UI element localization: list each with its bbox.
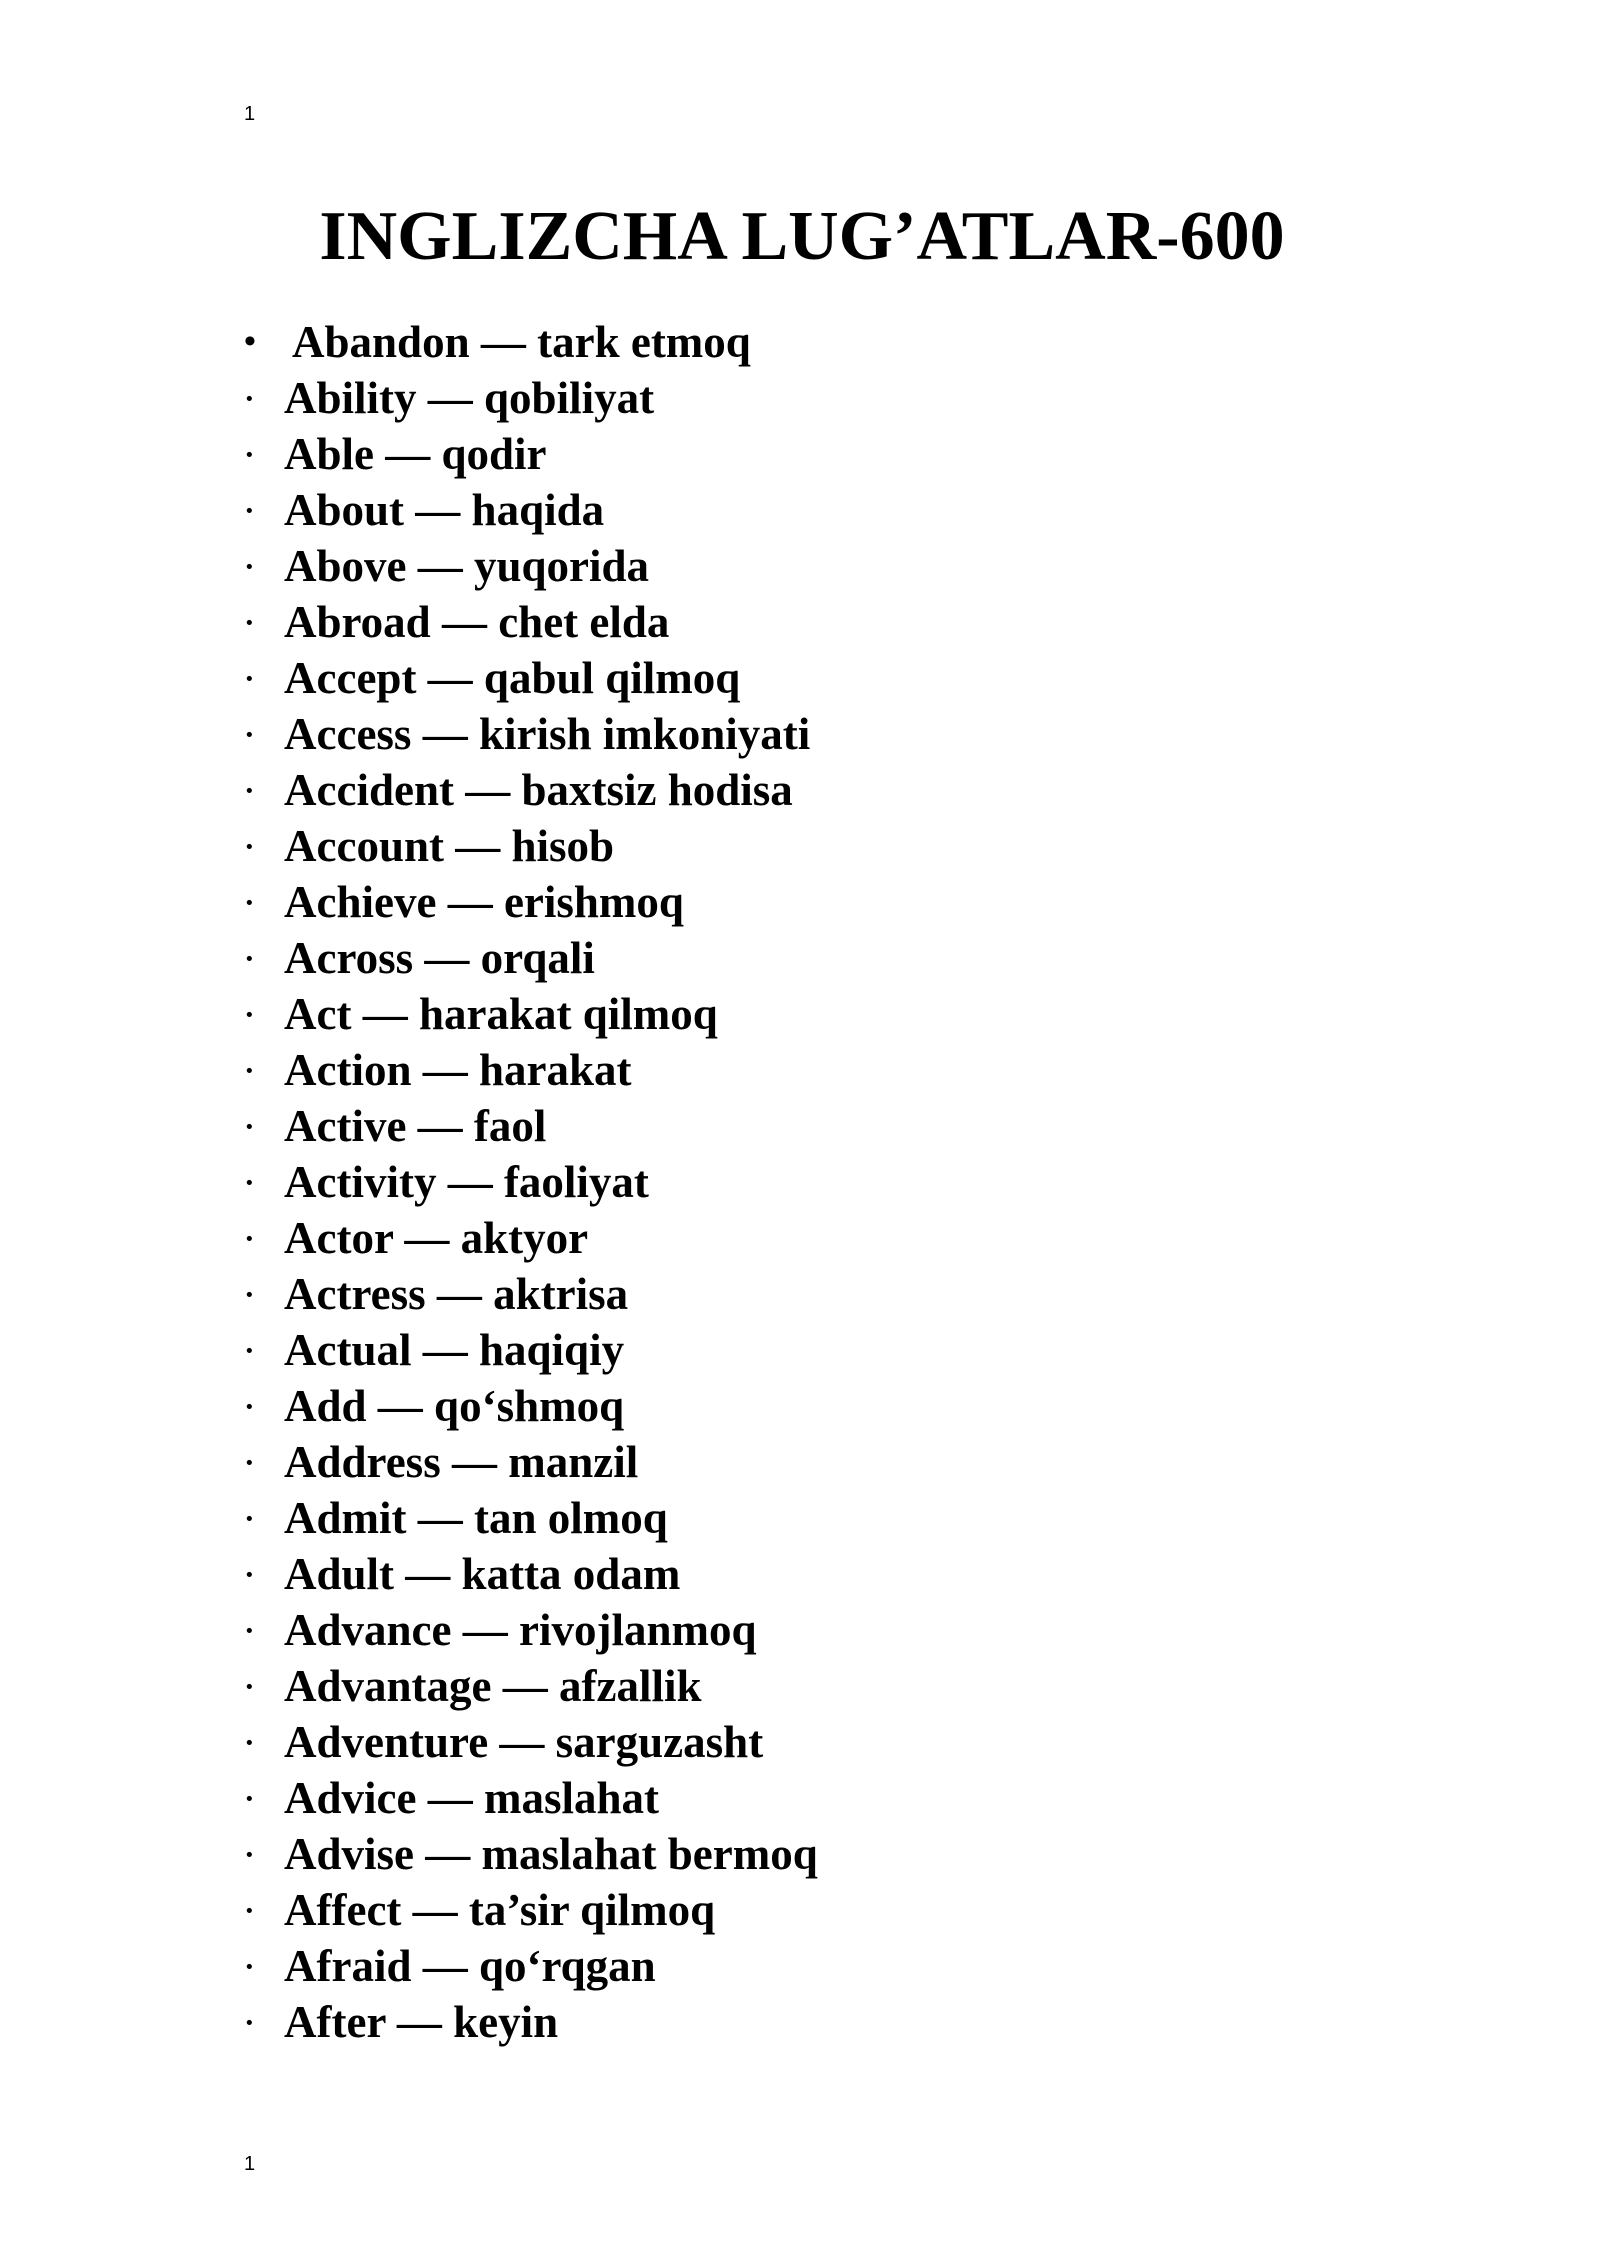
word-entry: Actor — aktyor [284, 1213, 589, 1263]
bullet-icon: · [244, 1948, 255, 1984]
bullet-icon: · [244, 1780, 255, 1816]
bullet-icon: · [244, 996, 255, 1032]
word-entry: Activity — faoliyat [284, 1157, 649, 1207]
bullet-icon: • [244, 323, 256, 360]
bullet-icon: · [244, 2004, 255, 2040]
word-entry: Abroad — chet elda [284, 597, 670, 647]
word-entry: After — keyin [284, 1997, 559, 2047]
bullet-icon: · [244, 604, 255, 640]
word-entry: Advise — maslahat bermoq [284, 1829, 818, 1879]
bullet-icon: · [244, 548, 255, 584]
bullet-icon: · [244, 828, 255, 864]
bullet-icon: · [244, 660, 255, 696]
bullet-icon: · [244, 380, 255, 416]
word-entry: Abandon — tark etmoq [292, 317, 751, 367]
bullet-icon: · [244, 1332, 255, 1368]
word-entry: About — haqida [284, 485, 605, 535]
word-entry: Affect — ta’sir qilmoq [284, 1885, 716, 1935]
page-number-bottom: 1 [244, 2153, 256, 2175]
bullet-icon: · [244, 1556, 255, 1592]
word-entry: Access — kirish imkoniyati [284, 709, 811, 759]
word-entry: Adventure — sarguzasht [284, 1717, 764, 1767]
word-entry: Adult — katta odam [284, 1549, 681, 1599]
word-entry: Accept — qabul qilmoq [284, 653, 741, 703]
bullet-icon: · [244, 716, 255, 752]
bullet-icon: · [244, 1444, 255, 1480]
page-title: INGLIZCHA LUG’ATLAR-600 [319, 198, 1285, 275]
word-entry: Able — qodir [284, 429, 547, 479]
word-entry: Actress — aktrisa [284, 1269, 629, 1319]
word-entry: Advance — rivojlanmoq [284, 1605, 757, 1655]
page-number-top: 1 [244, 103, 256, 125]
bullet-icon: · [244, 1612, 255, 1648]
bullet-icon: · [244, 1220, 255, 1256]
bullet-icon: · [244, 436, 255, 472]
word-entry: Ability — qobiliyat [284, 373, 655, 423]
bullet-icon: · [244, 1052, 255, 1088]
word-entry: Account — hisob [284, 821, 615, 871]
word-entry: Add — qo‘shmoq [284, 1381, 625, 1431]
bullet-icon: · [244, 940, 255, 976]
bullet-icon: · [244, 1164, 255, 1200]
bullet-icon: · [244, 1892, 255, 1928]
word-entry: Action — harakat [284, 1045, 632, 1095]
bullet-icon: · [244, 1388, 255, 1424]
word-entry: Across — orqali [284, 933, 595, 983]
bullet-icon: · [244, 1108, 255, 1144]
word-entry: Active — faol [284, 1101, 547, 1151]
word-entry: Afraid — qo‘rqgan [284, 1941, 656, 1991]
word-entry: Accident — baxtsiz hodisa [284, 765, 793, 815]
bullet-icon: · [244, 1276, 255, 1312]
bullet-icon: · [244, 492, 255, 528]
word-entry: Above — yuqorida [284, 541, 650, 591]
word-entry: Act — harakat qilmoq [284, 989, 718, 1039]
bullet-icon: · [244, 884, 255, 920]
word-entry: Advice — maslahat [284, 1773, 659, 1823]
bullet-icon: · [244, 1724, 255, 1760]
bullet-icon: · [244, 1668, 255, 1704]
word-entry: Advantage — afzallik [284, 1661, 702, 1711]
word-entry: Actual — haqiqiy [284, 1325, 625, 1375]
bullet-icon: · [244, 772, 255, 808]
word-entry: Admit — tan olmoq [284, 1493, 668, 1543]
word-entry: Achieve — erishmoq [284, 877, 684, 927]
bullet-icon: · [244, 1836, 255, 1872]
bullet-icon: · [244, 1500, 255, 1536]
word-entry: Address — manzil [284, 1437, 639, 1487]
